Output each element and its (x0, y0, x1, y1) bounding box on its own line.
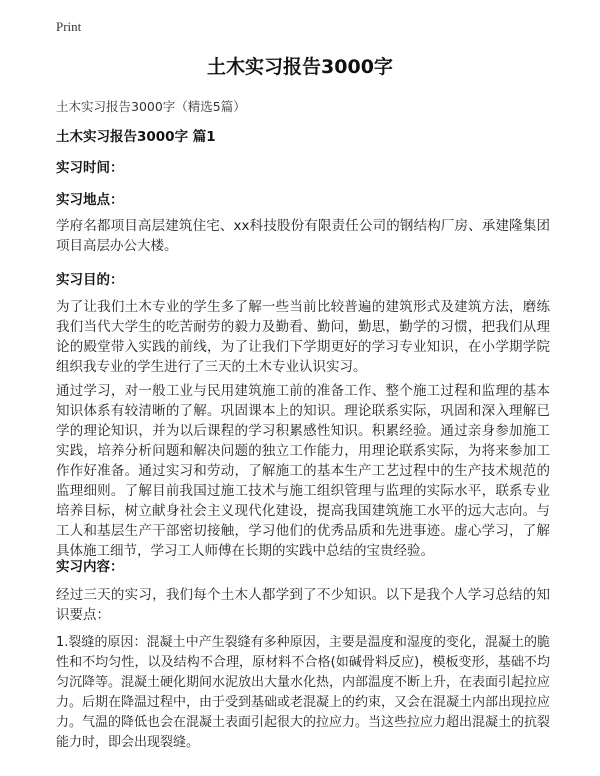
content-paragraph-1: 经过三天的实习，我们每个土木人都学到了不少知识。以下是我个人学习总结的知识要点： (56, 587, 550, 623)
article-heading: 土木实习报告3000字 篇1 (56, 129, 216, 145)
content-heading: 实习内容： (56, 559, 124, 575)
purpose-heading: 实习目的： (56, 272, 124, 288)
purpose-paragraph-1: 为了让我们土木专业的学生多了解一些当前比较普遍的建筑形式及建筑方法，磨练我们当代大学生的吃苦耐劳的毅力及勤看、勤问，勤思，勤学的习惯，把我们从理论的殿堂带入实践的前线，为了让我们下学期更好的学习专业知识，在小学期学院组织我专业的学生进行了三天的土木专业认识实习。 (56, 299, 550, 375)
page-title: 土木实习报告3000字 (207, 56, 393, 78)
purpose-paragraph-2: 通过学习，对一般工业与民用建筑施工前的准备工作、整个施工过程和监理的基本知识体系有较清晰的了解。巩固课本上的知识。理论联系实际，巩固和深入理解已学的理论知识，并为以后课程的学习积累感性知识。积累经验。通过亲身参加施工实践，培养分析问题和解决问题的独立工作能力，用理论联系实际，为将来参加工作作好准备。通过实习和劳动，了解施工的基本生产工艺过程中的生产技术规范的监理细则。了解目前我国过施工技术与施工组织管理与监理的实际水平，联系专业培养目标，树立献身社会主义现代化建设，提高我国建筑施工水平的远大志向。与工人和基层生产干部密切接触，学习他们的优秀品质和先进事迹。虚心学习，了解具体施工细节，学习工人师傅在长期的实践中总结的宝贵经验。 (56, 383, 550, 559)
print-link[interactable]: Print (56, 19, 82, 34)
content-paragraph-2: 1.裂缝的原因：混凝土中产生裂缝有多种原因，主要是温度和湿度的变化，混凝土的脆性和不均匀性，以及结构不合理，原材料不合格(如碱骨料反应)，模板变形，基础不均匀沉降等。混凝土硬化期间水泥放出大量水化热，内部温度不断上升，在表面引起拉应力。后期在降温过程中，由于受到基础或老混凝上的约束，又会在混凝土内部出现拉应力。气温的降低也会在混凝土表面引起很大的拉应力。当这些拉应力超出混凝土的抗裂能力时，即会出现裂缝。 (56, 635, 551, 750)
subtitle: 土木实习报告3000字（精选5篇） (56, 99, 246, 114)
location-heading: 实习地点： (56, 192, 124, 208)
time-heading: 实习时间： (56, 160, 124, 176)
location-paragraph: 学府名都项目高层建筑住宅、xx科技股份有限责任公司的钢结构厂房、承建隆集团项目高层办公大楼。 (56, 218, 550, 254)
